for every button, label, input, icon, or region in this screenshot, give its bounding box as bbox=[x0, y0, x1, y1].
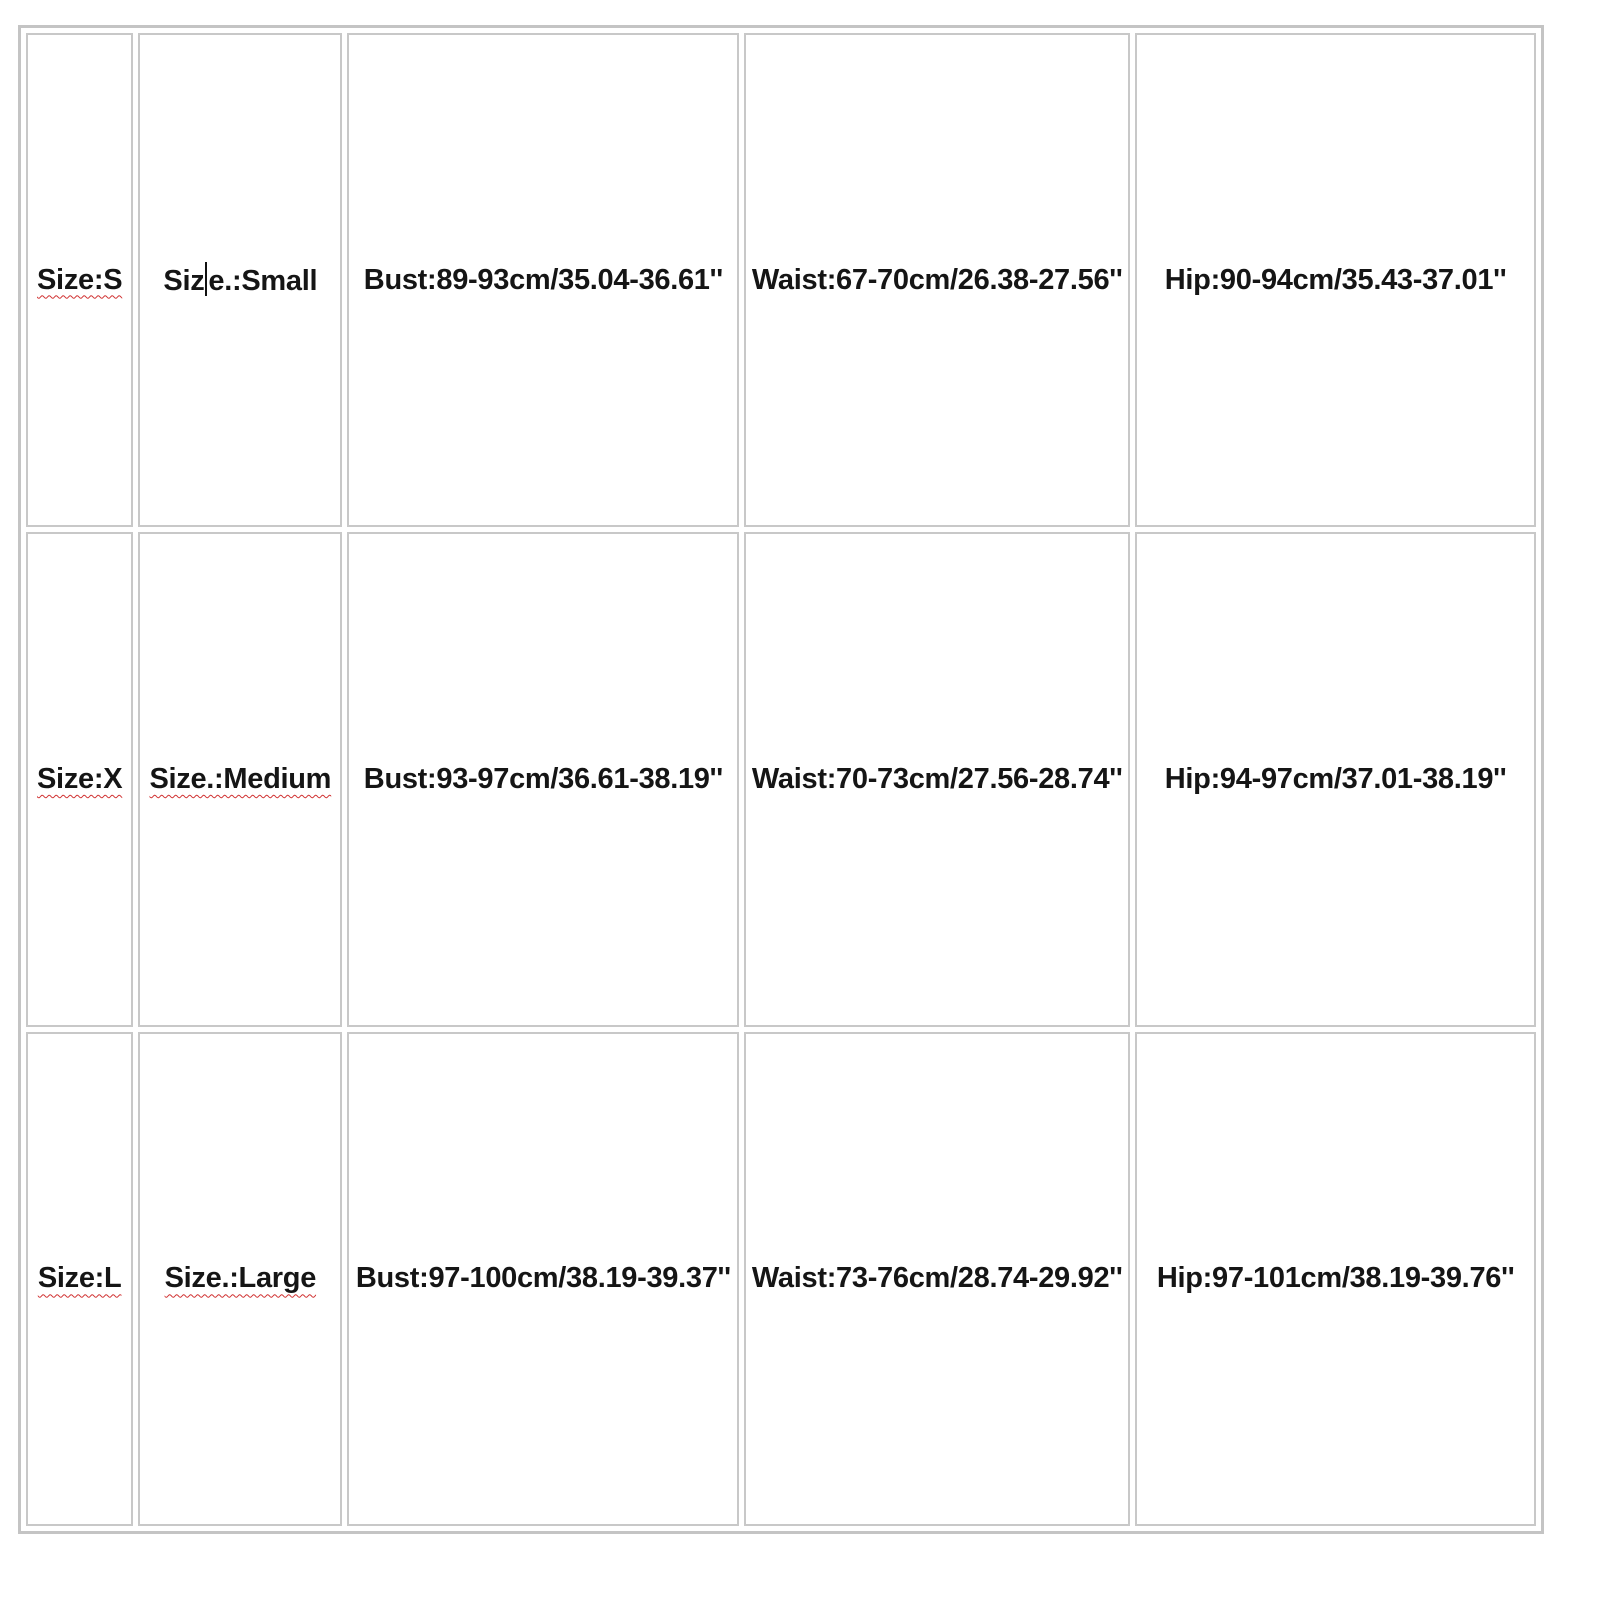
waist-cell bbox=[744, 33, 1130, 527]
bust-measurement: Bust:93-97cm/36.61-38.19'' bbox=[363, 763, 723, 795]
hip-measurement: Hip:97-101cm/38.19-39.76'' bbox=[1156, 1262, 1515, 1295]
size-name-cell[interactable] bbox=[138, 33, 342, 527]
size-name-cell bbox=[138, 532, 342, 1026]
bust-cell bbox=[347, 33, 739, 527]
size-name-cell bbox=[138, 1032, 342, 1526]
size-name-text-after-caret: e.:Small bbox=[208, 265, 318, 298]
size-code-cell bbox=[26, 1032, 133, 1526]
size-code-label: Size:L bbox=[37, 1262, 122, 1295]
hip-measurement: Hip:94-97cm/37.01-38.19'' bbox=[1164, 763, 1507, 795]
bust-measurement: Bust:89-93cm/35.04-36.61'' bbox=[363, 263, 723, 296]
bust-cell bbox=[347, 532, 739, 1026]
size-name-label bbox=[163, 265, 317, 297]
waist-measurement: Waist:73-76cm/28.74-29.92'' bbox=[751, 1262, 1123, 1295]
size-code-cell bbox=[26, 532, 133, 1026]
size-name-label: Size.:Large bbox=[164, 1262, 317, 1295]
bust-cell bbox=[347, 1032, 739, 1526]
size-name-text-before-caret: Siz bbox=[163, 265, 205, 298]
size-code-label: Size:X bbox=[37, 763, 123, 795]
table-row-small bbox=[26, 33, 1536, 527]
waist-cell bbox=[744, 1032, 1130, 1526]
waist-cell bbox=[744, 532, 1130, 1026]
hip-cell bbox=[1135, 33, 1536, 527]
size-code-cell bbox=[26, 33, 133, 527]
table-row-large bbox=[26, 1032, 1536, 1526]
size-name-label: Size.:Medium bbox=[149, 763, 332, 795]
bust-measurement: Bust:97-100cm/38.19-39.37'' bbox=[355, 1262, 731, 1295]
hip-cell bbox=[1135, 1032, 1536, 1526]
table-row-medium bbox=[26, 532, 1536, 1026]
hip-cell bbox=[1135, 532, 1536, 1026]
waist-measurement: Waist:70-73cm/27.56-28.74'' bbox=[751, 763, 1123, 795]
size-chart-table bbox=[18, 25, 1544, 1534]
hip-measurement: Hip:90-94cm/35.43-37.01'' bbox=[1164, 263, 1507, 296]
size-code-label: Size:S bbox=[37, 263, 123, 296]
waist-measurement: Waist:67-70cm/26.38-27.56'' bbox=[751, 263, 1123, 296]
